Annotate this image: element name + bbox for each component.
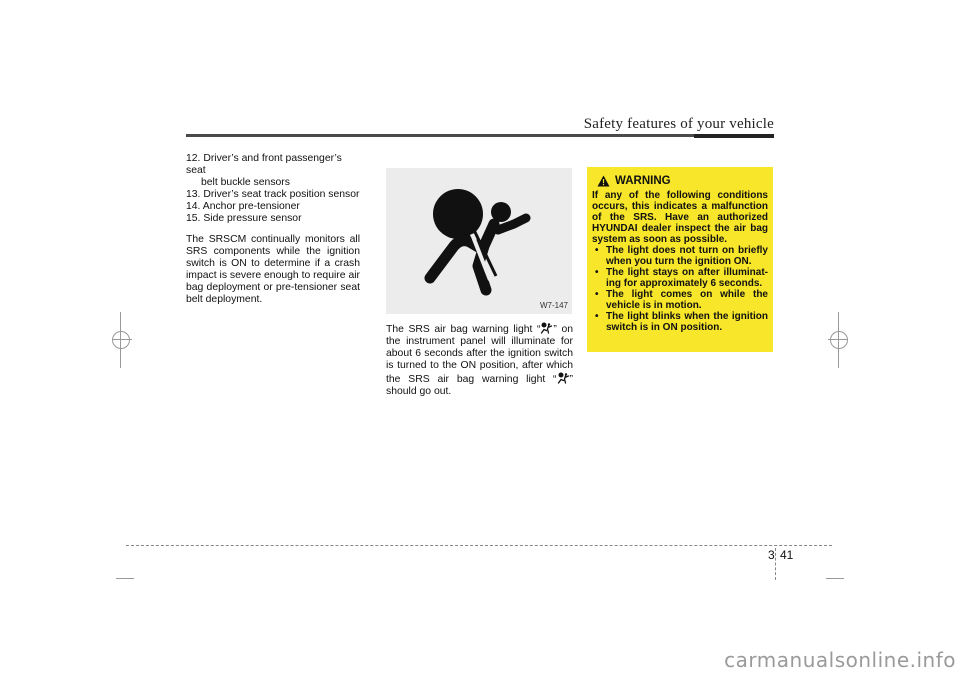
airbag-figure	[386, 168, 572, 314]
airbag-warning-icon	[386, 168, 572, 314]
list-item: • The light stays on after illuminat-ing for approximately 6 seconds.	[592, 267, 768, 289]
list-item: 12. Driver’s and front passenger’s seat belt buckle sensors	[186, 153, 342, 188]
list-item: • The light blinks when the ignition switch is in ON position.	[592, 311, 768, 333]
warning-box	[587, 167, 773, 352]
list-item: 13. Driver’s seat track position sensor	[186, 189, 360, 200]
warning-list	[592, 245, 768, 333]
watermark: carmanualsonline.info	[724, 648, 956, 672]
warning-header	[597, 175, 768, 187]
list-item: 15. Side pressure sensor	[186, 213, 302, 224]
crop-mark	[826, 578, 844, 579]
page-number: 41	[780, 548, 794, 562]
page-separator	[775, 548, 776, 580]
crop-mark	[116, 578, 134, 579]
figure-code: W7-147	[539, 301, 568, 310]
list-item: 14. Anchor pre-tensioner	[186, 201, 300, 212]
middle-column: The SRS air bag warning light “ ” on the instrument panel will illuminate for about 6 seconds after the ignition switch is turned to the ON position, after which the SRS air bag warning light “ ” should go out.	[386, 324, 573, 397]
footer-rule	[126, 545, 832, 546]
srscm-paragraph: The SRSCM continually monitors all SRS components while the ignition switch is ON to determine if a crash impact is severe enough to require air bag deployment or pre-tensioner seat belt deployment.	[186, 234, 360, 305]
header-rule	[186, 134, 774, 137]
list-item: • The light comes on while the vehicle is in motion.	[592, 289, 768, 311]
left-column	[186, 153, 360, 306]
list-item: • The light does not turn on briefly when you turn the ignition ON.	[592, 245, 768, 267]
header-rule-accent	[694, 134, 774, 138]
warning-title: WARNING	[615, 174, 671, 187]
airbag-warning-icon	[540, 322, 553, 334]
warning-triangle-icon	[597, 175, 610, 187]
page-header-title: Safety features of your vehicle	[583, 116, 774, 132]
registration-mark	[830, 331, 848, 349]
chapter-number: 3	[768, 548, 775, 562]
airbag-warning-icon	[557, 372, 570, 384]
registration-mark	[112, 331, 130, 349]
warning-intro: If any of the following conditions occurs, this indicates a malfunction of the SRS. Have an authorized HYUNDAI dealer inspect the air bag system as soon as possible.	[592, 190, 768, 245]
